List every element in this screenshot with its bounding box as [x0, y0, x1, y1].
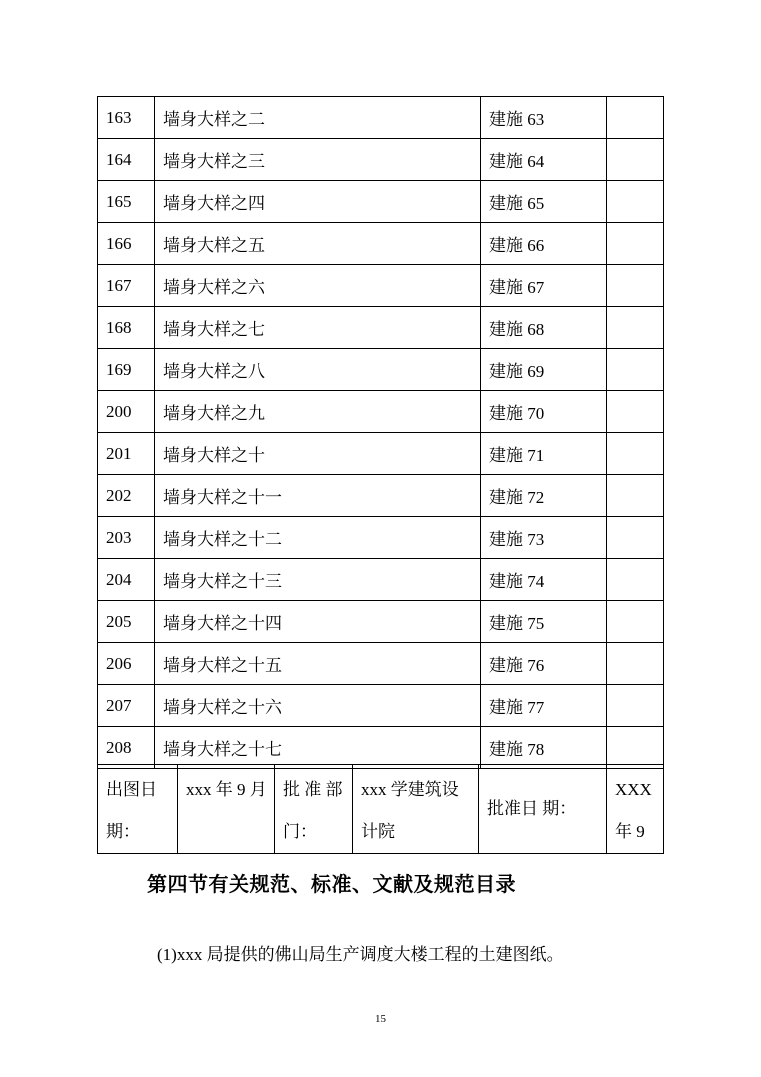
drawing-note — [607, 391, 664, 433]
drawing-note — [607, 475, 664, 517]
table-row — [98, 349, 664, 391]
table-row — [98, 307, 664, 349]
row-number: 201 — [98, 433, 155, 475]
drawing-note — [607, 307, 664, 349]
drawing-code: 建施 77 — [481, 685, 607, 727]
drawing-name: 墙身大样之七 — [155, 307, 481, 349]
table-row — [98, 181, 664, 223]
table-row — [98, 559, 664, 601]
row-number: 168 — [98, 307, 155, 349]
approval-date-value: XXX 年 9 — [607, 765, 664, 854]
drawing-name: 墙身大样之十四 — [155, 601, 481, 643]
row-number: 167 — [98, 265, 155, 307]
approval-dept-value: xxx 学建筑设计院 — [353, 765, 479, 854]
drawing-note — [607, 517, 664, 559]
drawing-code: 建施 64 — [481, 139, 607, 181]
drawing-code: 建施 69 — [481, 349, 607, 391]
table-row — [98, 601, 664, 643]
drawing-note — [607, 349, 664, 391]
section-heading: 第四节有关规范、标准、文献及规范目录 — [147, 874, 516, 896]
drawing-name: 墙身大样之四 — [155, 181, 481, 223]
drawing-note — [607, 601, 664, 643]
drawing-name: 墙身大样之八 — [155, 349, 481, 391]
drawing-code: 建施 63 — [481, 97, 607, 139]
drawing-name: 墙身大样之六 — [155, 265, 481, 307]
row-number: 165 — [98, 181, 155, 223]
drawing-code: 建施 74 — [481, 559, 607, 601]
drawing-name: 墙身大样之五 — [155, 223, 481, 265]
drawing-code: 建施 78 — [481, 727, 607, 769]
drawing-note — [607, 265, 664, 307]
table-row — [98, 223, 664, 265]
drawing-note — [607, 139, 664, 181]
row-number: 206 — [98, 643, 155, 685]
drawing-code: 建施 71 — [481, 433, 607, 475]
row-number: 202 — [98, 475, 155, 517]
issue-date-label: 出图日期： — [98, 765, 178, 854]
row-number: 208 — [98, 727, 155, 769]
table-row — [98, 517, 664, 559]
row-number: 164 — [98, 139, 155, 181]
drawing-code: 建施 68 — [481, 307, 607, 349]
table-row — [98, 265, 664, 307]
approval-date-label: 批准日 期： — [479, 765, 607, 854]
drawing-note — [607, 559, 664, 601]
drawing-name: 墙身大样之九 — [155, 391, 481, 433]
table-row — [98, 97, 664, 139]
drawing-name: 墙身大样之十三 — [155, 559, 481, 601]
table-row — [98, 475, 664, 517]
drawing-note — [607, 643, 664, 685]
approval-footer-row — [98, 765, 664, 854]
drawing-note — [607, 181, 664, 223]
drawing-code: 建施 75 — [481, 601, 607, 643]
table-row — [98, 727, 664, 769]
drawing-name: 墙身大样之二 — [155, 97, 481, 139]
table-row — [98, 391, 664, 433]
drawing-name: 墙身大样之十五 — [155, 643, 481, 685]
table-row — [98, 643, 664, 685]
row-number: 169 — [98, 349, 155, 391]
drawing-code: 建施 67 — [481, 265, 607, 307]
row-number: 207 — [98, 685, 155, 727]
drawing-code: 建施 70 — [481, 391, 607, 433]
table-row — [98, 685, 664, 727]
page-number: 15 — [375, 1013, 386, 1025]
drawing-note — [607, 97, 664, 139]
table-row — [98, 139, 664, 181]
drawing-name: 墙身大样之三 — [155, 139, 481, 181]
row-number: 203 — [98, 517, 155, 559]
issue-date-value: xxx 年 9 月 — [178, 765, 275, 854]
drawing-name: 墙身大样之十七 — [155, 727, 481, 769]
drawing-list-body — [98, 97, 664, 769]
drawing-note — [607, 433, 664, 475]
drawing-list-table — [97, 96, 664, 769]
drawing-code: 建施 73 — [481, 517, 607, 559]
row-number: 163 — [98, 97, 155, 139]
drawing-code: 建施 76 — [481, 643, 607, 685]
drawing-name: 墙身大样之十六 — [155, 685, 481, 727]
approval-dept-label: 批 准 部 门： — [275, 765, 353, 854]
drawing-name: 墙身大样之十 — [155, 433, 481, 475]
drawing-code: 建施 65 — [481, 181, 607, 223]
drawing-name: 墙身大样之十一 — [155, 475, 481, 517]
row-number: 166 — [98, 223, 155, 265]
row-number: 204 — [98, 559, 155, 601]
reference-paragraph: (1)xxx 局提供的佛山局生产调度大楼工程的土建图纸。 — [157, 945, 564, 964]
table-row — [98, 433, 664, 475]
row-number: 200 — [98, 391, 155, 433]
drawing-name: 墙身大样之十二 — [155, 517, 481, 559]
row-number: 205 — [98, 601, 155, 643]
drawing-note — [607, 727, 664, 769]
drawing-code: 建施 66 — [481, 223, 607, 265]
drawing-code: 建施 72 — [481, 475, 607, 517]
drawing-note — [607, 685, 664, 727]
drawing-note — [607, 223, 664, 265]
approval-footer-table — [97, 764, 664, 854]
